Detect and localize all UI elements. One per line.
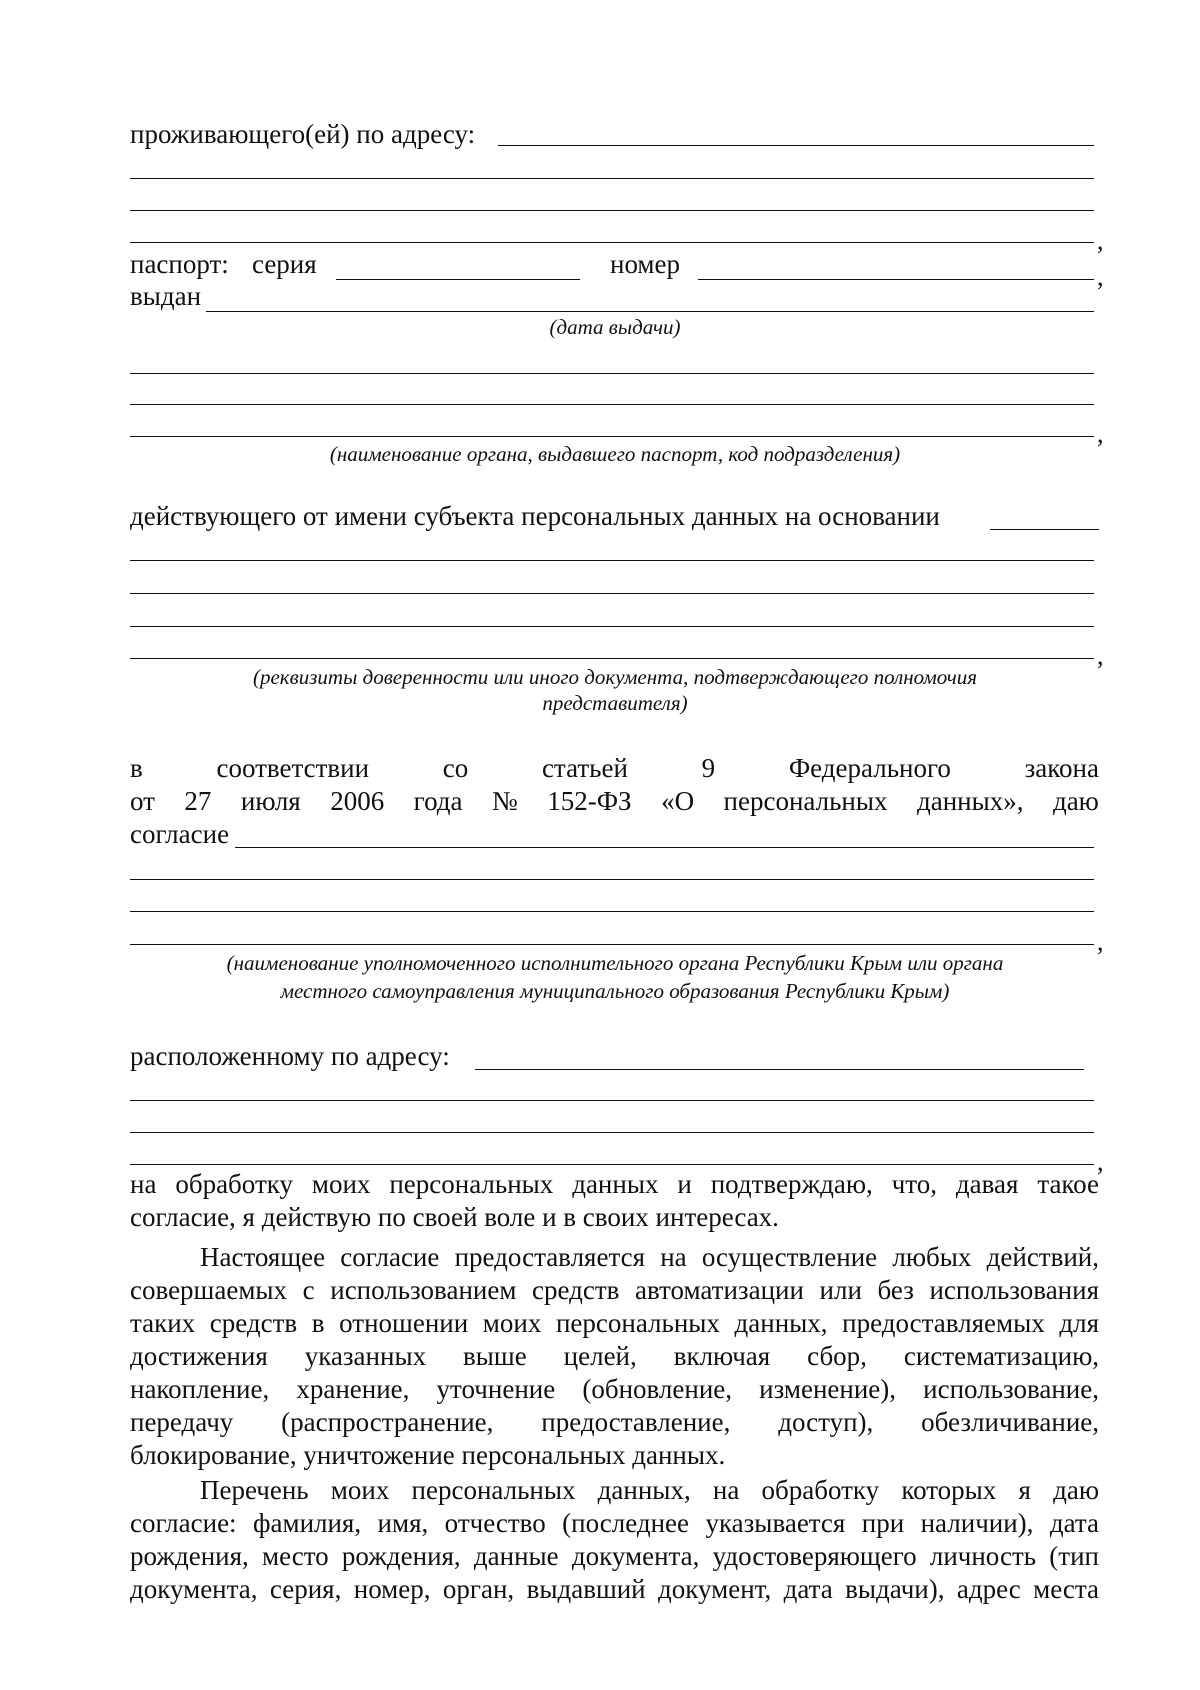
number-label: номер [610, 249, 681, 279]
paragraph-line: Перечень моих персональных данных, на обработку которых я даю [200, 1475, 1099, 1505]
law-word: данных», [916, 786, 1024, 816]
paragraph-line: Настоящее согласие предоставляется на осуществление любых действий, [200, 1242, 1099, 1272]
paragraph-line: передачу (распространение, предоставление, доступ), обезличивание, [130, 1407, 1099, 1437]
address-label: проживающего(ей) по адресу: [130, 119, 476, 149]
organization-address-line-4[interactable] [130, 1164, 1094, 1165]
authority-field-line-3[interactable] [130, 593, 1094, 594]
passport-number-field[interactable] [698, 279, 1094, 280]
issuer-comma: , [1097, 419, 1104, 448]
law-word: 9 [701, 753, 716, 783]
law-word: 152-ФЗ [547, 786, 632, 816]
address-field-line-1[interactable] [498, 145, 1094, 146]
issuer-field-line-1[interactable] [130, 373, 1094, 374]
law-word: № [492, 786, 518, 816]
organization-address-line-2[interactable] [130, 1100, 1094, 1101]
authority-field-line-5[interactable] [130, 658, 1094, 659]
paragraph-data-list [130, 1474, 1099, 1606]
law-word: закона [1024, 753, 1099, 783]
organization-field-line-4[interactable] [130, 944, 1094, 945]
law-word: 27 [184, 786, 212, 816]
issue-date-caption: (дата выдачи) [549, 315, 681, 339]
organization-address-line-1[interactable] [475, 1069, 1084, 1070]
organization-field-line-3[interactable] [130, 911, 1094, 912]
series-label: серия [252, 249, 317, 279]
authority-caption-1: (реквизиты доверенности или иного документа, подтверждающего полномочия [252, 665, 978, 689]
paragraph-line: совершаемых с использованием средств автоматизации или без использования [130, 1275, 1099, 1305]
address-field-line-4[interactable] [130, 242, 1094, 243]
organization-field-line-2[interactable] [130, 879, 1094, 880]
organization-address-line-3[interactable] [130, 1132, 1094, 1133]
paragraph-line: согласие: фамилия, имя, отчество (последнее указывается при наличии), дата [130, 1508, 1099, 1538]
authority-field-line-1[interactable] [990, 529, 1099, 530]
law-word: «О [661, 786, 695, 816]
paragraph-line: согласие, я действую по своей воле и в своих интересах. [130, 1202, 779, 1232]
authority-caption-2: представителя) [542, 691, 688, 715]
law-reference-line-1 [130, 752, 1099, 785]
paragraph-line: на обработку моих персональных данных и подтверждаю, что, давая такое [130, 1169, 1099, 1199]
organization-comma: , [1097, 927, 1104, 956]
organization-address-comma: , [1097, 1147, 1104, 1176]
law-word: 2006 [330, 786, 385, 816]
issuer-caption: (наименование органа, выдавшего паспорт, код подразделения) [329, 442, 901, 466]
paragraph-line: блокирование, уничтожение персональных данных. [130, 1440, 726, 1470]
law-word: даю [1052, 786, 1099, 816]
passport-comma: , [1097, 262, 1104, 291]
law-word: Федерального [788, 753, 951, 783]
address-comma: , [1097, 226, 1104, 255]
law-word: статьей [541, 753, 628, 783]
paragraph-line: таких средств в отношении моих персональных данных, предоставляемых для [130, 1308, 1099, 1338]
paragraph-line: документа, серия, номер, орган, выдавший документ, дата выдачи), адрес места [130, 1574, 1099, 1604]
address-field-line-2[interactable] [130, 178, 1094, 179]
law-word: июля [240, 786, 301, 816]
paragraph-actions [130, 1241, 1099, 1472]
paragraph-line: рождения, место рождения, данные документа, удостоверяющего личность (тип [130, 1541, 1099, 1571]
acting-label: действующего от имени субъекта персональных данных на основании [130, 501, 940, 531]
organization-caption-1: (наименование уполномоченного исполнительного органа Республики Крым или органа [226, 951, 1004, 975]
law-word: соответствии [216, 753, 370, 783]
authority-field-line-2[interactable] [130, 560, 1094, 561]
paragraph-consent-intent [130, 1168, 1099, 1234]
law-word: в [130, 753, 143, 783]
issuer-field-line-2[interactable] [130, 404, 1094, 405]
authority-comma: , [1097, 641, 1104, 670]
paragraph-line: достижения указанных выше целей, включая сбор, систематизацию, [130, 1341, 1099, 1371]
issuer-field-line-3[interactable] [130, 436, 1094, 437]
address-field-line-3[interactable] [130, 210, 1094, 211]
passport-label: паспорт: [130, 249, 229, 279]
law-word: со [442, 753, 469, 783]
paragraph-line: накопление, хранение, уточнение (обновление, изменение), использование, [130, 1374, 1099, 1404]
passport-series-field[interactable] [336, 279, 580, 280]
law-word: персональных [723, 786, 888, 816]
organization-field-line-1[interactable] [235, 847, 1094, 848]
law-word: года [413, 786, 463, 816]
consent-label: согласие [130, 819, 230, 849]
authority-field-line-4[interactable] [130, 626, 1094, 627]
law-reference-line-2 [130, 785, 1099, 818]
organization-address-label: расположенному по адресу: [130, 1041, 450, 1071]
organization-caption-2: местного самоуправления муниципального образования Республики Крым) [280, 979, 950, 1003]
issued-label: выдан [130, 281, 202, 311]
law-word: от [130, 786, 155, 816]
issue-date-field[interactable] [206, 311, 1094, 312]
